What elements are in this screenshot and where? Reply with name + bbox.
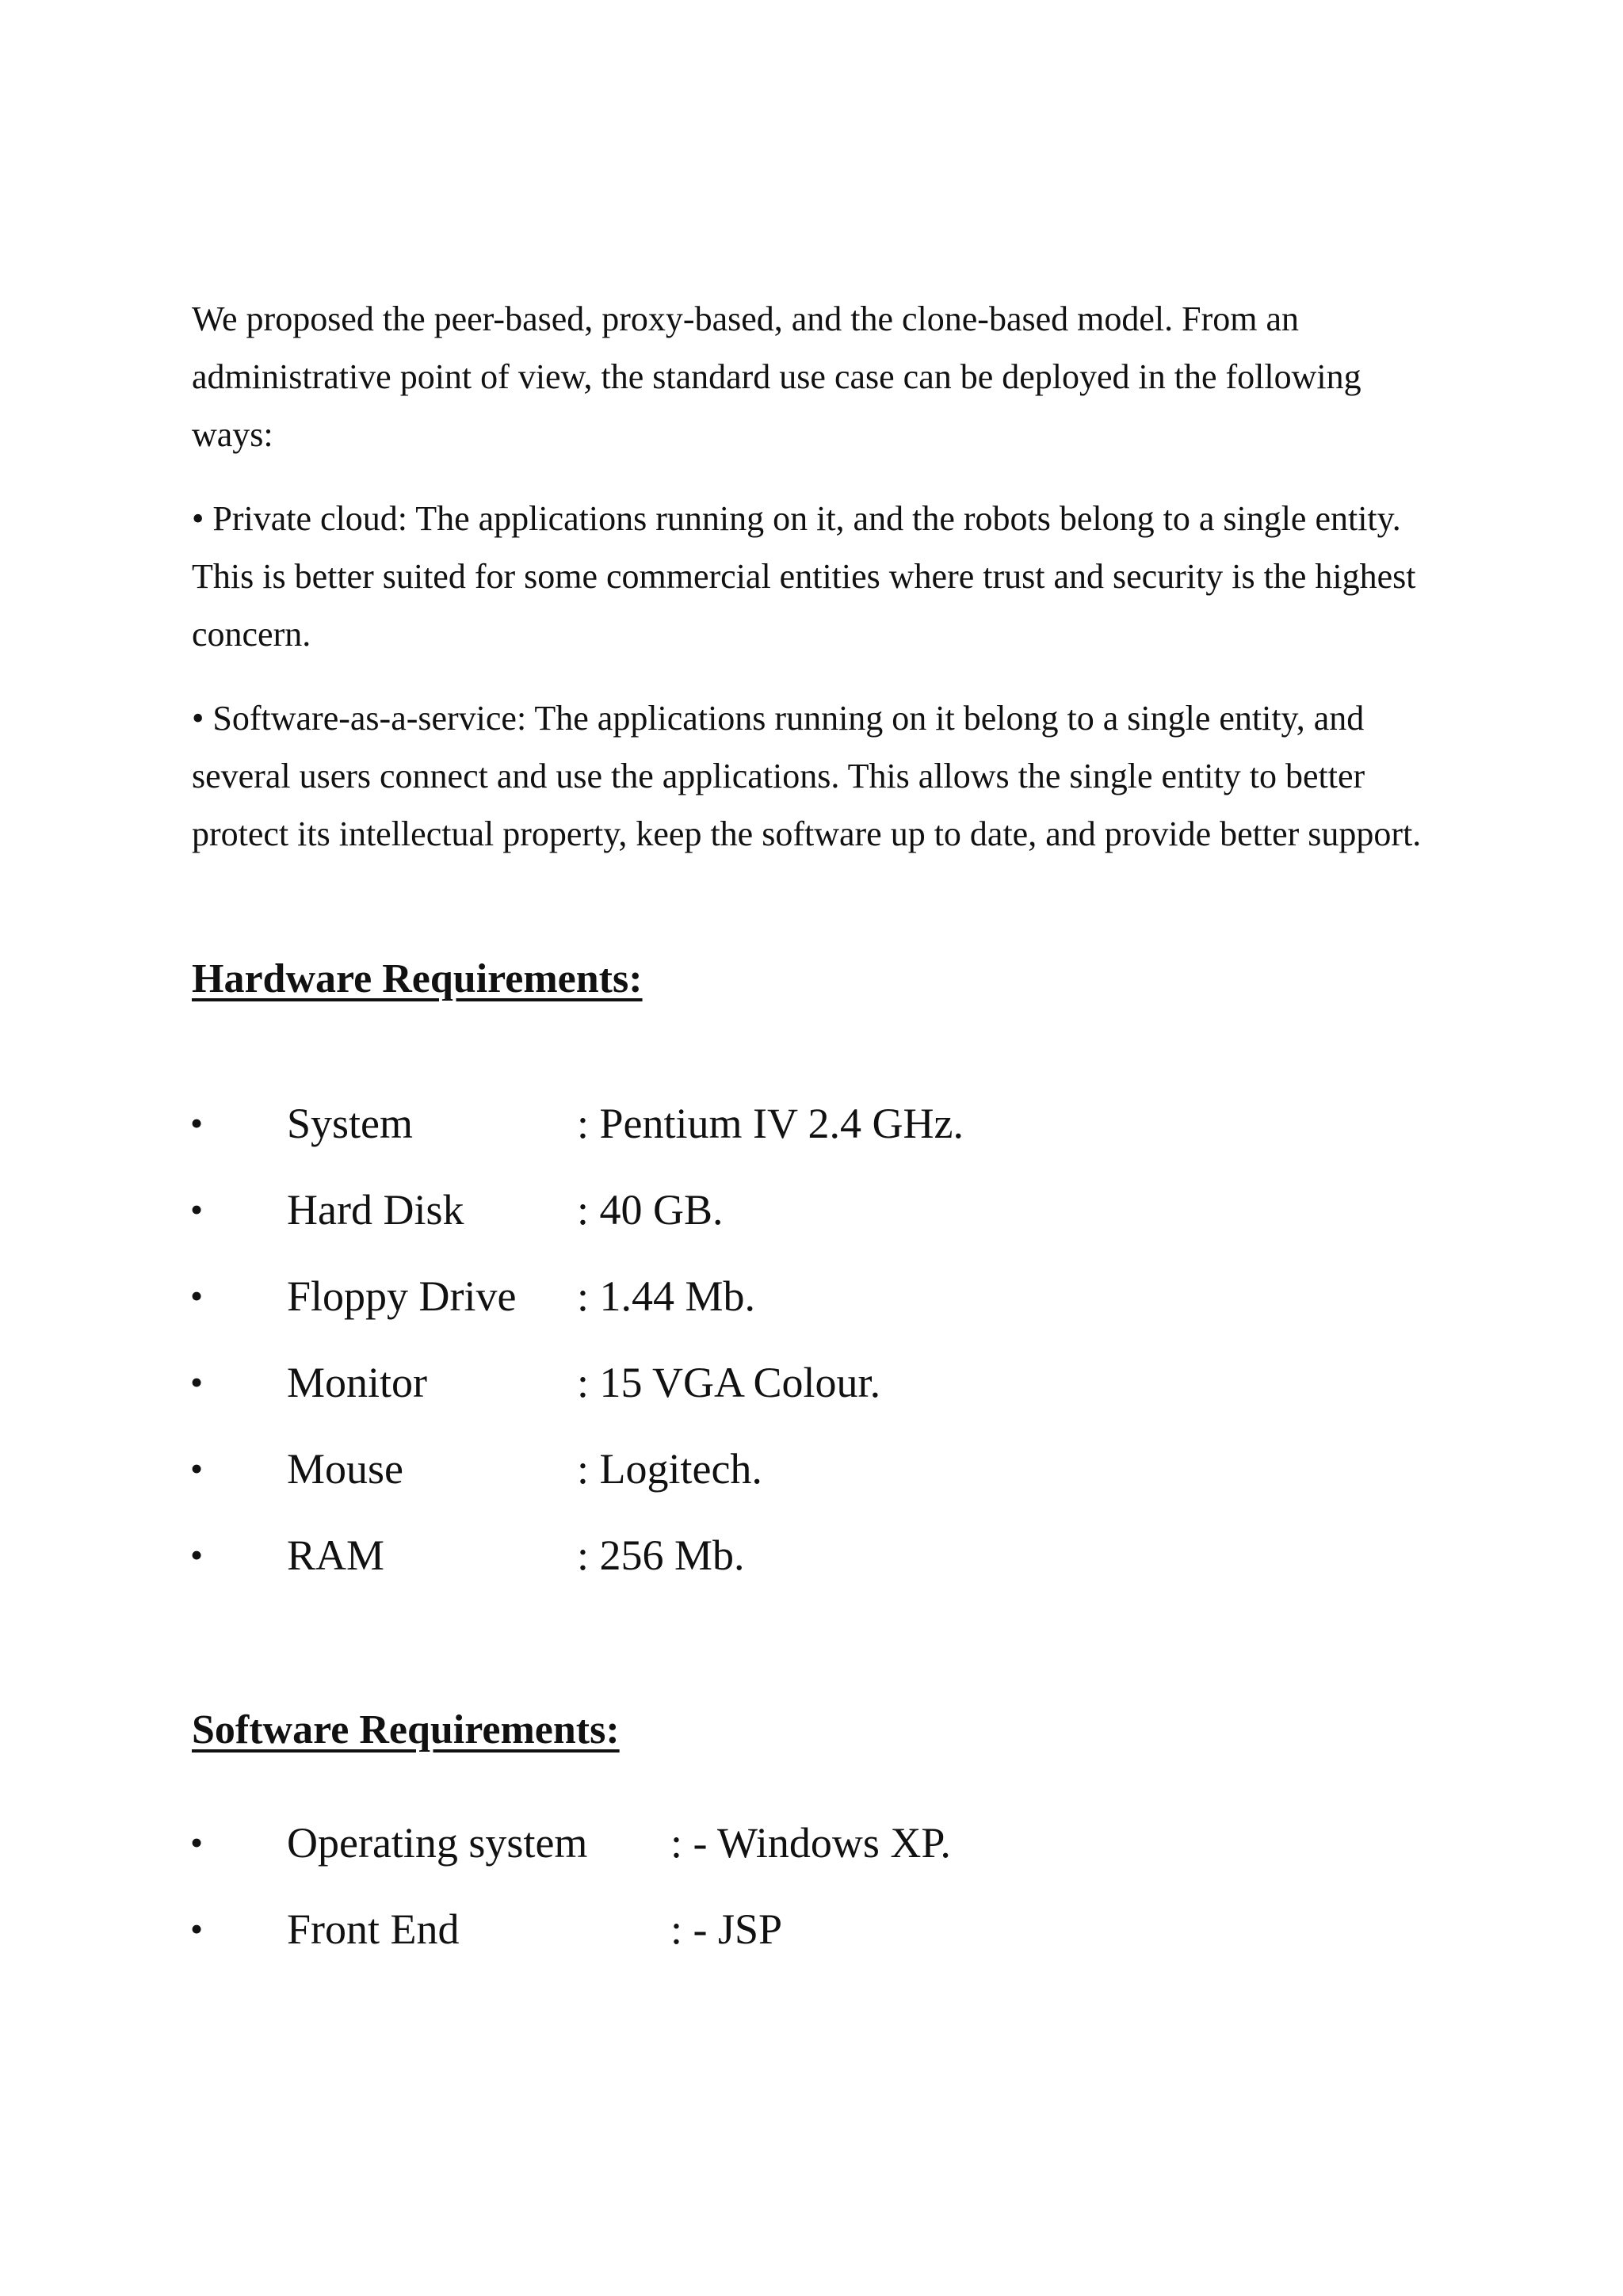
bullet-icon: • <box>190 1103 204 1143</box>
requirement-value: : - Windows XP. <box>670 1819 951 1867</box>
requirement-label: Front End <box>287 1905 460 1953</box>
bullet-icon: • <box>190 1276 204 1316</box>
bullet-icon: • <box>190 1189 204 1230</box>
hardware-requirements-heading: Hardware Requirements: <box>192 956 643 1001</box>
requirement-label: Floppy Drive <box>287 1272 517 1320</box>
requirement-label: Monitor <box>287 1359 428 1406</box>
requirement-value: : 256 Mb. <box>577 1531 745 1579</box>
requirement-value: : 1.44 Mb. <box>577 1272 756 1320</box>
requirement-value: : - JSP <box>670 1905 783 1953</box>
software-requirements-heading: Software Requirements: <box>192 1707 620 1753</box>
intro-section <box>192 290 1444 889</box>
requirement-value: : Pentium IV 2.4 GHz. <box>577 1100 964 1147</box>
saas-paragraph: • Software-as-a-service: The applications running on it belong to a single entity, and several users connect and use the applications. This allows the single entity to better protect its intellectual property, keep the software up to date, and provide better support. <box>192 699 1422 853</box>
bullet-icon: • <box>190 1822 204 1863</box>
bullet-icon: • <box>190 1448 204 1489</box>
requirement-label: Operating system <box>287 1819 588 1867</box>
requirement-value: : 15 VGA Colour. <box>577 1359 881 1406</box>
requirement-label: RAM <box>287 1531 385 1579</box>
intro-paragraph: We proposed the peer-based, proxy-based, and the clone-based model. From an administrative point of view, the standard use case can be deployed in the following ways: <box>192 299 1361 454</box>
bullet-icon: • <box>190 1535 204 1575</box>
requirement-label: Hard Disk <box>287 1186 464 1234</box>
private-cloud-paragraph: • Private cloud: The applications running on it, and the robots belong to a single entity. This is better suited for some commercial entities where trust and security is the highest concern. <box>192 499 1416 654</box>
bullet-icon: • <box>190 1909 204 1949</box>
bullet-icon: • <box>190 1362 204 1402</box>
requirement-value: : 40 GB. <box>577 1186 724 1234</box>
requirement-label: Mouse <box>287 1445 403 1493</box>
requirement-label: System <box>287 1100 414 1147</box>
requirement-value: : Logitech. <box>577 1445 762 1493</box>
